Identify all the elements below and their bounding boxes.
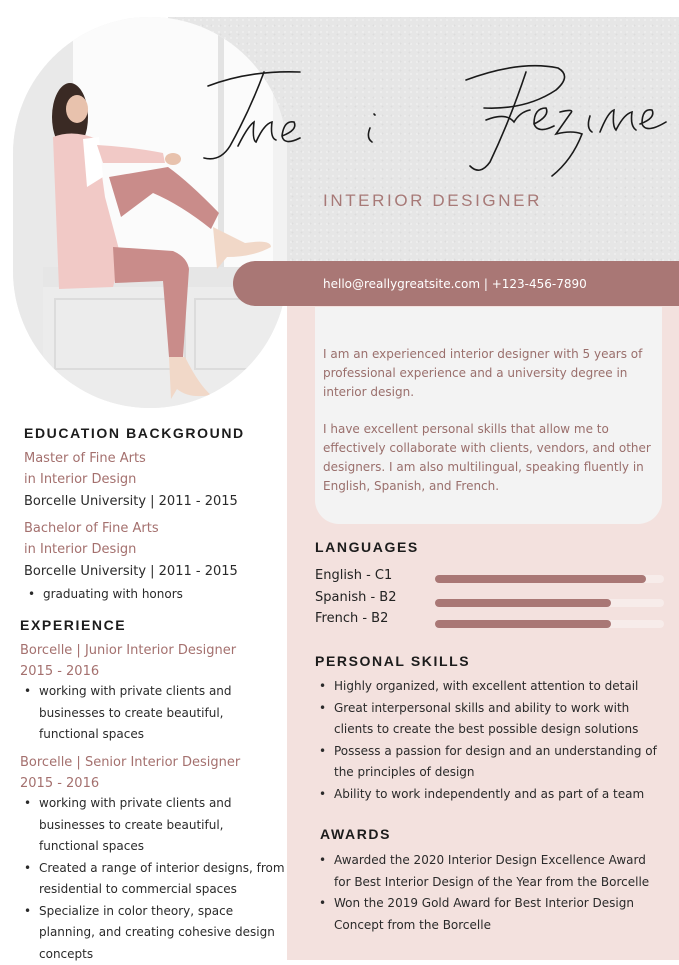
education-degree-1-line1: Master of Fine Arts [24,448,146,469]
skill-item: • Possess a passion for design and an understanding of the principles of design [315,741,665,784]
job-1-bullet: • working with private clients and businesses to create beautiful, functional spaces [20,681,280,746]
education-degree-2-line1: Bachelor of Fine Arts [24,518,159,539]
job-2-header [20,752,240,794]
language-label: French - B2 [315,611,388,626]
education-degree-2-line2: in Interior Design [24,539,159,560]
education-note: • graduating with honors [24,584,274,606]
skill-item: • Great interpersonal skills and ability to work with clients to create the best possible design solutions [315,698,665,741]
job-2-bullet: • working with private clients and businesses to create beautiful, functional spaces [20,793,286,858]
language-bar-track [435,575,664,583]
language-bar-fill [435,575,646,583]
awards-list [315,850,665,936]
language-bar-track [435,599,664,607]
skills-title: PERSONAL SKILLS [315,653,470,669]
name-text: Ime i Prezime [180,50,187,51]
education-degree-2 [24,518,159,560]
awards-title: AWARDS [320,826,391,842]
job-1-bullets [20,681,280,746]
language-label: Spanish - B2 [315,590,396,605]
name-signature [180,50,679,190]
contact-info[interactable]: hello@reallygreatsite.com | +123-456-7890 [323,277,587,291]
skill-item: • Ability to work independently and as part of a team [315,784,665,806]
experience-title: EXPERIENCE [20,617,126,633]
job-2-bullet: • Specialize in color theory, space planning, and creating cohesive design concepts [20,901,286,965]
language-bar-track [435,620,664,628]
job-2-bullets [20,793,286,965]
contact-bar [233,261,679,306]
education-school-2: Borcelle University | 2011 - 2015 [24,564,238,579]
language-label: English - C1 [315,568,392,583]
job-1-header [20,640,236,682]
education-degree-1 [24,448,146,490]
education-school-1: Borcelle University | 2011 - 2015 [24,494,238,509]
education-degree-1-line2: in Interior Design [24,469,146,490]
award-item: • Awarded the 2020 Interior Design Excellence Award for Best Interior Design of the Year from the Borcelle [315,850,665,893]
language-bar-fill [435,620,611,628]
summary-box [315,307,662,524]
summary-paragraph-2: I have excellent personal skills that allow me to effectively collaborate with clients, vendors, and other designers. I am also multilingual, speaking fluently in English, Spanish, and French. [323,420,654,496]
languages-title: LANGUAGES [315,539,419,555]
job-2-bullet: • Created a range of interior designs, from residential to commercial spaces [20,858,286,901]
education-title: EDUCATION BACKGROUND [24,425,245,441]
job-1-role: Borcelle | Junior Interior Designer [20,640,236,661]
job-2-years: 2015 - 2016 [20,773,240,794]
skill-item: • Highly organized, with excellent attention to detail [315,676,665,698]
summary-paragraph-1: I am an experienced interior designer with 5 years of professional experience and a university degree in interior design. [323,345,654,402]
job-2-role: Borcelle | Senior Interior Designer [20,752,240,773]
job-1-years: 2015 - 2016 [20,661,236,682]
skills-list [315,676,665,805]
award-item: • Won the 2019 Gold Award for Best Interior Design Concept from the Borcelle [315,893,665,936]
job-title: INTERIOR DESIGNER [323,191,542,211]
education-notes [24,584,274,606]
language-bar-fill [435,599,611,607]
